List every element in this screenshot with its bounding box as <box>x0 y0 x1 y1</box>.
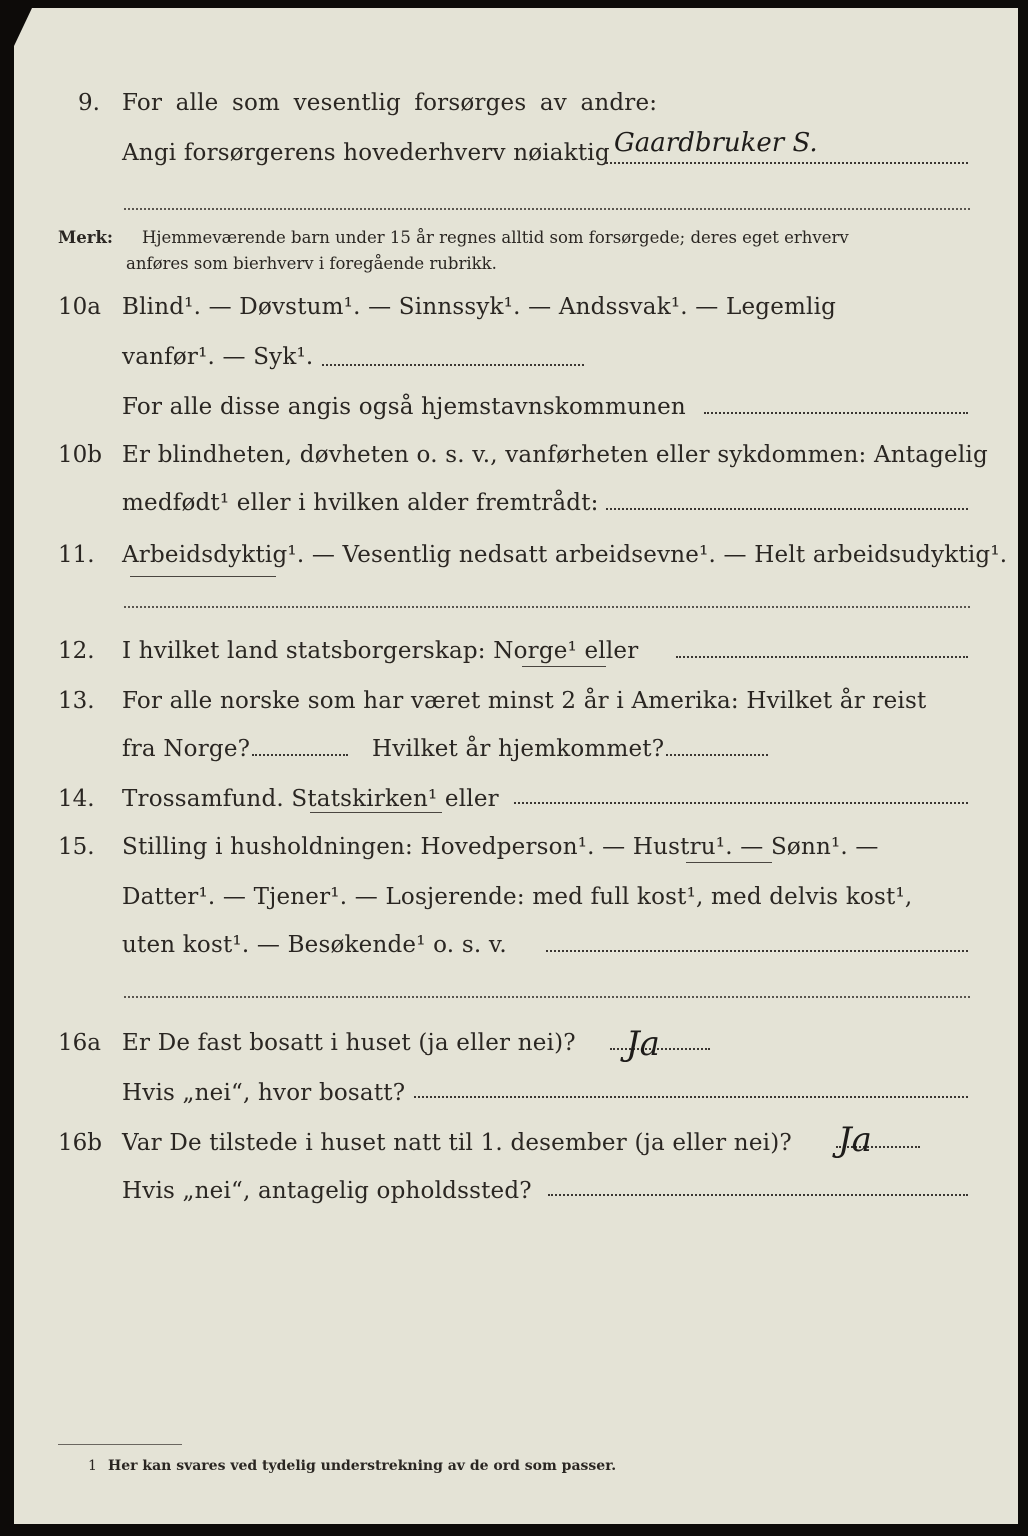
q13-line1: For alle norske som har været minst 2 år i Amerika: Hvilket år reist <box>122 688 927 714</box>
q15-line2: Datter¹. — Tjener¹. — Losjerende: med full kost¹, med delvis kost¹, <box>122 884 913 910</box>
q16b-handwritten-answer: Ja <box>838 1120 872 1160</box>
q14-answer-line <box>514 802 968 804</box>
q9-number: 9. <box>78 90 100 116</box>
q15-line1: Stilling i husholdningen: Hovedperson¹. — Hustru¹. — Sønn¹. — <box>122 834 879 860</box>
q10a-number: 10a <box>58 294 101 320</box>
merk-line2: anføres som bierhverv i foregående rubrikk. <box>126 254 497 273</box>
q10b-line2: medfødt¹ eller i hvilken alder fremtrådt: <box>122 490 599 516</box>
q16a-answer-line <box>610 1048 710 1050</box>
q10a-line3: For alle disse angis også hjemstavnskommunen <box>122 394 686 420</box>
q10a-line2: vanfør¹. — Syk¹. <box>122 344 314 370</box>
q13-line2a: fra Norge? <box>122 736 251 762</box>
q15-line3: uten kost¹. — Besøkende¹ o. s. v. <box>122 932 507 958</box>
q16b-opholdssted-line <box>548 1194 968 1196</box>
q15-underline-mark <box>686 862 772 863</box>
q16b-line2: Hvis „nei“, antagelig opholdssted? <box>122 1178 532 1204</box>
q12-answer-line <box>676 656 968 658</box>
separator-rule <box>124 606 970 608</box>
q11-underline-mark <box>130 576 276 577</box>
q13-line2b: Hvilket år hjemkommet? <box>372 736 665 762</box>
q13-number: 13. <box>58 688 95 714</box>
q9-line1: For alle som vesentlig forsørges av andre: <box>122 90 658 116</box>
q16a-line2: Hvis „nei“, hvor bosatt? <box>122 1080 406 1106</box>
q11-line1: Arbeidsdyktig¹. — Vesentlig nedsatt arbeidsevne¹. — Helt arbeidsudyktig¹. <box>122 542 1008 568</box>
q14-underline-mark <box>310 812 442 813</box>
q16a-line1: Er De fast bosatt i huset (ja eller nei)? <box>122 1030 576 1056</box>
q10a-line1: Blind¹. — Døvstum¹. — Sinnssyk¹. — Andssvak¹. — Legemlig <box>122 294 837 320</box>
q9-line2: Angi forsørgerens hovederhverv nøiaktig <box>122 140 610 166</box>
separator-rule <box>124 996 970 998</box>
q14-number: 14. <box>58 786 95 812</box>
q13-hjem-line <box>666 754 768 756</box>
q9-answer-line <box>606 162 968 164</box>
q10b-number: 10b <box>58 442 102 468</box>
q15-answer-line <box>546 950 968 952</box>
q11-number: 11. <box>58 542 95 568</box>
q16a-bosatt-line <box>414 1096 968 1098</box>
q10b-line1: Er blindheten, døvheten o. s. v., vanførheten eller sykdommen: Antagelig <box>122 442 988 468</box>
q16a-handwritten-answer: Ja <box>626 1024 660 1064</box>
q15-number: 15. <box>58 834 95 860</box>
merk-line1: Hjemmeværende barn under 15 år regnes alltid som forsørgede; deres eget erhverv <box>142 228 849 247</box>
q10a-answer-line <box>322 364 584 366</box>
q10a-home-line <box>704 412 968 414</box>
merk-label: Merk: <box>58 228 113 247</box>
q13-reist-line <box>252 754 348 756</box>
q10b-answer-line <box>606 508 968 510</box>
footnote-mark: 1 <box>88 1458 97 1474</box>
q14-line1: Trossamfund. Statskirken¹ eller <box>122 786 499 812</box>
q12-line1: I hvilket land statsborgerskap: Norge¹ eller <box>122 638 639 664</box>
q9-handwritten-answer: Gaardbruker S. <box>614 128 818 158</box>
q12-underline-mark <box>522 666 606 667</box>
footnote-text: Her kan svares ved tydelig understrekning av de ord som passer. <box>108 1458 617 1474</box>
q16b-number: 16b <box>58 1130 102 1156</box>
separator-rule <box>124 208 970 210</box>
q16a-number: 16a <box>58 1030 101 1056</box>
footnote-rule <box>58 1444 182 1445</box>
q12-number: 12. <box>58 638 95 664</box>
q16b-line1: Var De tilstede i huset natt til 1. desember (ja eller nei)? <box>122 1130 792 1156</box>
